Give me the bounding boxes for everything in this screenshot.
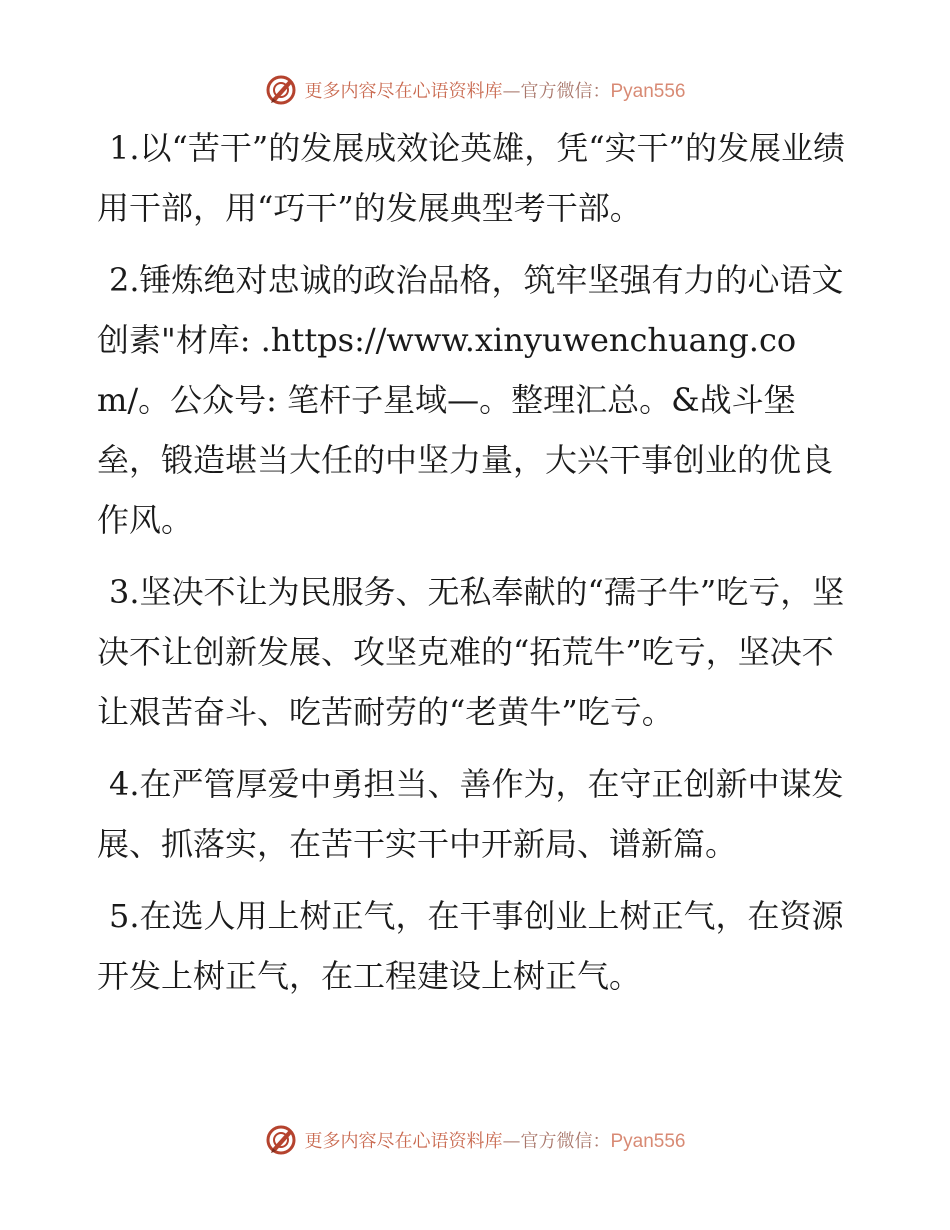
footer-separator: —: [502, 1131, 521, 1152]
paragraph-5: 5.在选人用上树正气，在干事创业上树正气，在资源开发上树正气，在工程建设上树正气。: [97, 897, 844, 995]
header-separator: —: [502, 81, 521, 102]
footer-banner-text: [304, 1127, 685, 1153]
header-banner: [0, 70, 950, 110]
footer-wechat-id: Pyan556: [610, 1131, 686, 1152]
paragraph-1: 1.以“苦干”的发展成效论英雄，凭“实干”的发展业绩用干部，用“巧干”的发展典型考干部。: [97, 129, 845, 227]
paragraph-4: 4.在严管厚爱中勇担当、善作为，在守正创新中谋发展、抓落实，在苦干实干中开新局、谱新篇。: [97, 765, 844, 863]
paragraph-3: 3.坚决不让为民服务、无私奉献的“孺子牛”吃亏，坚决不让创新发展、攻坚克难的“拓荒牛”吃亏，坚决不让艰苦奋斗、吃苦耐劳的“老黄牛”吃亏。: [97, 573, 845, 731]
document-body: [97, 118, 857, 1018]
header-banner-text: [304, 77, 685, 103]
footer-banner: [0, 1120, 950, 1160]
header-brand-text: 更多内容尽在心语资料库: [304, 81, 503, 102]
header-wechat-label: 官方微信：: [520, 81, 611, 102]
paragraph-2: 2.锤炼绝对忠诚的政治品格，筑牢坚强有力的心语文创素"材库: .https://www.xinyuwenchuang.com/。公众号: 笔杆子星域—。整理汇总。&战斗堡垒，锻造堪当大任的中坚力量，大兴干事创业的优良作风。: [97, 261, 844, 539]
header-wechat-id: Pyan556: [610, 81, 686, 102]
pen-circle-logo-icon: [264, 73, 298, 107]
pen-circle-logo-icon: [264, 1123, 298, 1157]
footer-wechat-label: 官方微信：: [520, 1131, 611, 1152]
footer-brand-text: 更多内容尽在心语资料库: [304, 1131, 503, 1152]
